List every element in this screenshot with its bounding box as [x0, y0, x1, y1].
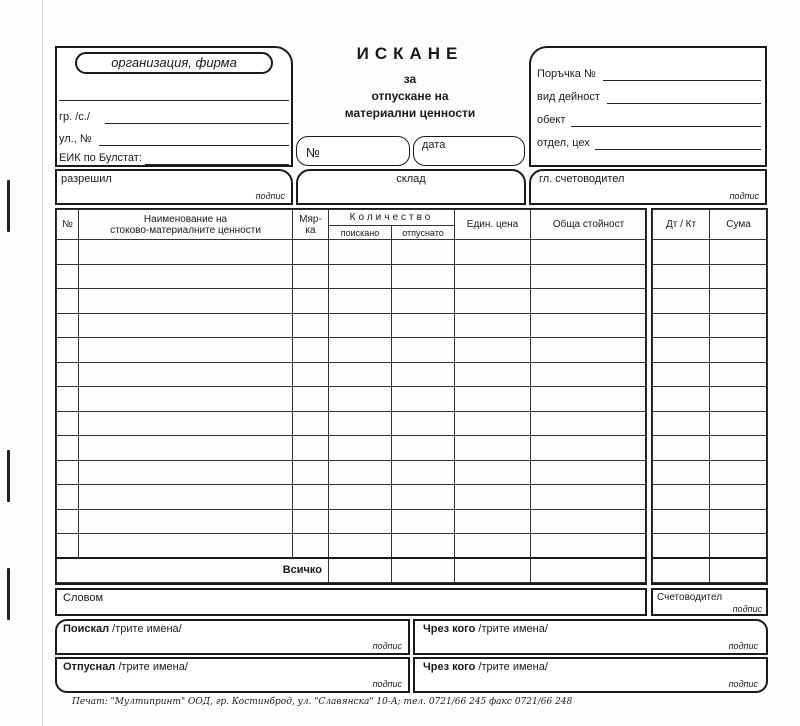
cell-requested[interactable]: [329, 338, 392, 363]
col-header-quantity: Количество: [329, 210, 455, 226]
order-label: Поръчка №: [537, 68, 596, 80]
cell-total[interactable]: [531, 264, 647, 289]
eik-field[interactable]: [145, 164, 289, 165]
activity-label: вид дейност: [537, 91, 600, 103]
issued-by-bold: Отпуснал: [63, 661, 116, 673]
printer-imprint: Печат: "Мултипринт" ООД, гр. Костинброд, ул. "Славянска" 10-А; тел. 0721/66 245 факс 0721/66 248: [72, 697, 573, 707]
cell-number[interactable]: [57, 338, 79, 363]
cell-number[interactable]: [57, 289, 79, 314]
cell-sum[interactable]: [710, 436, 768, 461]
binding-mark: [7, 180, 10, 232]
order-field[interactable]: [603, 80, 761, 81]
cell-name[interactable]: [79, 460, 293, 485]
total-sum-cell[interactable]: [710, 558, 768, 582]
cell-issued[interactable]: [392, 509, 455, 534]
cell-sum[interactable]: [710, 387, 768, 412]
cell-dtkt[interactable]: [653, 240, 710, 265]
requested-by-signature-label: подпис: [372, 641, 402, 651]
accounting-row: [653, 460, 768, 485]
cell-unit-price[interactable]: [455, 240, 531, 265]
issued-by-signature-label: подпис: [372, 679, 402, 689]
col-header-unit-price: Един. цена: [455, 210, 531, 240]
accounting-row: [653, 485, 768, 510]
requested-by-label: [63, 623, 182, 635]
total-value-cell[interactable]: [531, 558, 647, 582]
street-field[interactable]: [99, 145, 289, 146]
total-issued-cell[interactable]: [392, 558, 455, 582]
via-2-label: [423, 661, 548, 673]
cell-requested[interactable]: [329, 534, 392, 559]
cell-sum[interactable]: [710, 509, 768, 534]
cell-dtkt[interactable]: [653, 485, 710, 510]
cell-number[interactable]: [57, 411, 79, 436]
order-box: [529, 46, 767, 167]
cell-unit[interactable]: [293, 387, 329, 412]
cell-name[interactable]: [79, 509, 293, 534]
cell-requested[interactable]: [329, 313, 392, 338]
table-row: [57, 362, 647, 387]
cell-requested[interactable]: [329, 362, 392, 387]
table-row: [57, 387, 647, 412]
cell-unit-price[interactable]: [455, 485, 531, 510]
table-row: [57, 460, 647, 485]
number-label: №: [306, 145, 320, 160]
cell-number[interactable]: [57, 387, 79, 412]
in-words-label: Словом: [63, 592, 104, 604]
via-2-bold: Чрез кого: [423, 661, 476, 673]
cell-name[interactable]: [79, 411, 293, 436]
cell-name[interactable]: [79, 264, 293, 289]
cell-requested[interactable]: [329, 387, 392, 412]
cell-dtkt[interactable]: [653, 338, 710, 363]
cell-dtkt[interactable]: [653, 460, 710, 485]
total-dtkt-cell[interactable]: [653, 558, 710, 582]
cell-sum[interactable]: [710, 485, 768, 510]
cell-name[interactable]: [79, 338, 293, 363]
cell-unit[interactable]: [293, 460, 329, 485]
cell-issued[interactable]: [392, 485, 455, 510]
cell-unit-price[interactable]: [455, 436, 531, 461]
in-words-field[interactable]: [55, 588, 647, 616]
cell-total[interactable]: [531, 240, 647, 265]
cell-requested[interactable]: [329, 436, 392, 461]
cell-unit[interactable]: [293, 289, 329, 314]
issued-by-rest: /трите имена/: [115, 661, 188, 673]
cell-unit-price[interactable]: [455, 313, 531, 338]
object-field[interactable]: [571, 126, 761, 127]
cell-unit-price[interactable]: [455, 387, 531, 412]
via-2-box[interactable]: [413, 657, 768, 693]
accounting-row: [653, 436, 768, 461]
via-1-bold: Чрез кого: [423, 623, 476, 635]
cell-name[interactable]: [79, 534, 293, 559]
cell-name[interactable]: [79, 313, 293, 338]
cell-dtkt[interactable]: [653, 362, 710, 387]
cell-total[interactable]: [531, 460, 647, 485]
accounting-row: [653, 534, 768, 559]
via-1-label: [423, 623, 548, 635]
requested-by-bold: Поискал: [63, 623, 110, 635]
cell-requested[interactable]: [329, 485, 392, 510]
cell-number[interactable]: [57, 534, 79, 559]
total-label-cell: [57, 558, 329, 582]
cell-requested[interactable]: [329, 240, 392, 265]
issued-by-box[interactable]: [55, 657, 410, 693]
accounting-row: [653, 509, 768, 534]
table-row: [57, 289, 647, 314]
department-label: отдел, цех: [537, 137, 590, 149]
cell-requested[interactable]: [329, 289, 392, 314]
table-row: [57, 240, 647, 265]
cell-name[interactable]: [79, 436, 293, 461]
cell-total[interactable]: [531, 362, 647, 387]
cell-number[interactable]: [57, 264, 79, 289]
cell-dtkt[interactable]: [653, 264, 710, 289]
cell-number[interactable]: [57, 485, 79, 510]
cell-issued[interactable]: [392, 436, 455, 461]
col-header-name: [79, 210, 293, 240]
col-header-requested: поискано: [329, 226, 392, 240]
organization-box: [55, 46, 293, 167]
cell-number[interactable]: [57, 460, 79, 485]
street-label: ул., №: [59, 133, 92, 145]
warehouse-box[interactable]: [296, 169, 526, 205]
cell-unit[interactable]: [293, 485, 329, 510]
cell-issued[interactable]: [392, 534, 455, 559]
cell-unit-price[interactable]: [455, 338, 531, 363]
cell-unit[interactable]: [293, 534, 329, 559]
cell-issued[interactable]: [392, 313, 455, 338]
cell-number[interactable]: [57, 240, 79, 265]
cell-unit-price[interactable]: [455, 460, 531, 485]
cell-number[interactable]: [57, 436, 79, 461]
accounting-row: [653, 387, 768, 412]
cell-unit-price[interactable]: [455, 411, 531, 436]
cell-issued[interactable]: [392, 460, 455, 485]
cell-dtkt[interactable]: [653, 509, 710, 534]
date-field[interactable]: [413, 136, 525, 166]
organization-label: организация, фирма: [111, 55, 237, 70]
cell-sum[interactable]: [710, 460, 768, 485]
col-header-number: №: [57, 210, 79, 240]
cell-dtkt[interactable]: [653, 534, 710, 559]
page-fold-line: [42, 0, 43, 726]
cell-sum[interactable]: [710, 362, 768, 387]
cell-sum[interactable]: [710, 313, 768, 338]
cell-requested[interactable]: [329, 460, 392, 485]
cell-dtkt[interactable]: [653, 411, 710, 436]
cell-name[interactable]: [79, 240, 293, 265]
cell-number[interactable]: [57, 509, 79, 534]
approved-by-signature-label: подпис: [255, 191, 285, 201]
cell-unit[interactable]: [293, 240, 329, 265]
warehouse-label: склад: [396, 173, 426, 185]
col-header-total: Обща стойност: [531, 210, 647, 240]
document-subtitle-2: отпускане на: [371, 89, 449, 103]
cell-sum[interactable]: [710, 534, 768, 559]
table-row: [57, 485, 647, 510]
cell-unit[interactable]: [293, 509, 329, 534]
cell-issued[interactable]: [392, 338, 455, 363]
approved-by-box[interactable]: [55, 169, 293, 205]
cell-number[interactable]: [57, 362, 79, 387]
activity-field[interactable]: [607, 103, 761, 104]
total-requested-cell[interactable]: [329, 558, 392, 582]
col-header-name-line2: стоково-материалните ценности: [110, 224, 261, 236]
cell-unit[interactable]: [293, 436, 329, 461]
accounting-row: [653, 240, 768, 265]
cell-dtkt[interactable]: [653, 289, 710, 314]
cell-unit[interactable]: [293, 411, 329, 436]
table-row: [57, 436, 647, 461]
date-label: дата: [422, 139, 446, 151]
col-header-issued: отпуснато: [392, 226, 455, 240]
cell-unit-price[interactable]: [455, 264, 531, 289]
organization-pill: [75, 52, 273, 74]
table-row: [57, 338, 647, 363]
cell-name[interactable]: [79, 289, 293, 314]
binding-mark: [7, 450, 10, 502]
eik-label: ЕИК по Булстат:: [59, 152, 142, 164]
document-title: ИСКАНЕ: [356, 44, 464, 63]
cell-total[interactable]: [531, 436, 647, 461]
cell-issued[interactable]: [392, 264, 455, 289]
cell-name[interactable]: [79, 387, 293, 412]
via-1-rest: /трите имена/: [475, 623, 548, 635]
cell-total[interactable]: [531, 387, 647, 412]
cell-name[interactable]: [79, 485, 293, 510]
accounting-row: [653, 313, 768, 338]
issued-by-label: [63, 661, 188, 673]
cell-dtkt[interactable]: [653, 387, 710, 412]
chief-accountant-signature-label: подпис: [729, 191, 759, 201]
via-2-signature-label: подпис: [728, 679, 758, 689]
cell-unit-price[interactable]: [455, 362, 531, 387]
col-header-unit: [293, 210, 329, 240]
cell-dtkt[interactable]: [653, 436, 710, 461]
cell-unit-price[interactable]: [455, 509, 531, 534]
accounting-row: [653, 264, 768, 289]
accounting-table: [652, 209, 768, 583]
cell-total[interactable]: [531, 338, 647, 363]
cell-sum[interactable]: [710, 264, 768, 289]
cell-dtkt[interactable]: [653, 313, 710, 338]
department-field[interactable]: [595, 149, 761, 150]
cell-issued[interactable]: [392, 289, 455, 314]
col-header-unit-line1: Мяр-: [299, 213, 322, 225]
table-row: [57, 313, 647, 338]
table-row: [57, 509, 647, 534]
total-label: Всичко: [282, 564, 322, 577]
document-subtitle-1: за: [403, 72, 417, 86]
cell-total[interactable]: [531, 485, 647, 510]
col-header-name-line1: Наименование на: [143, 213, 228, 225]
binding-mark: [7, 568, 10, 620]
accounting-row: [653, 338, 768, 363]
col-header-sum: Сума: [710, 210, 768, 240]
object-label: обект: [537, 114, 566, 126]
chief-accountant-label: гл. счетоводител: [539, 173, 625, 185]
via-2-rest: /трите имена/: [475, 661, 548, 673]
organization-name-line[interactable]: [59, 100, 289, 101]
cell-requested[interactable]: [329, 509, 392, 534]
cell-sum[interactable]: [710, 240, 768, 265]
cell-unit-price[interactable]: [455, 534, 531, 559]
accountant-box[interactable]: [651, 588, 768, 616]
cell-total[interactable]: [531, 534, 647, 559]
cell-number[interactable]: [57, 313, 79, 338]
cell-sum[interactable]: [710, 338, 768, 363]
table-row: [57, 534, 647, 559]
document-number-field[interactable]: [296, 136, 410, 166]
col-header-unit-line2: ка: [305, 224, 316, 236]
accountant-label: Счетоводител: [657, 592, 723, 603]
cell-issued[interactable]: [392, 387, 455, 412]
requested-by-box[interactable]: [55, 619, 410, 655]
cell-sum[interactable]: [710, 289, 768, 314]
requested-by-rest: /трите имена/: [109, 623, 182, 635]
cell-unit[interactable]: [293, 313, 329, 338]
accounting-row: [653, 362, 768, 387]
cell-total[interactable]: [531, 411, 647, 436]
table-row: [57, 264, 647, 289]
cell-unit[interactable]: [293, 362, 329, 387]
accountant-signature-label: подпис: [732, 604, 762, 614]
cell-unit[interactable]: [293, 338, 329, 363]
city-label: гр. /с./: [59, 111, 90, 123]
cell-requested[interactable]: [329, 264, 392, 289]
accounting-row: [653, 289, 768, 314]
chief-accountant-box[interactable]: [529, 169, 767, 205]
materials-table: [56, 209, 647, 583]
cell-total[interactable]: [531, 313, 647, 338]
cell-total[interactable]: [531, 289, 647, 314]
via-1-signature-label: подпис: [728, 641, 758, 651]
cell-total[interactable]: [531, 509, 647, 534]
cell-issued[interactable]: [392, 240, 455, 265]
accounting-row: [653, 411, 768, 436]
approved-by-label: разрешил: [61, 173, 112, 185]
via-1-box[interactable]: [413, 619, 768, 655]
total-unit-price-cell[interactable]: [455, 558, 531, 582]
table-row: [57, 411, 647, 436]
cell-requested[interactable]: [329, 411, 392, 436]
cell-unit-price[interactable]: [455, 289, 531, 314]
city-field[interactable]: [105, 123, 289, 124]
cell-issued[interactable]: [392, 362, 455, 387]
cell-sum[interactable]: [710, 411, 768, 436]
cell-name[interactable]: [79, 362, 293, 387]
document-subtitle-3: материални ценности: [344, 106, 476, 120]
cell-unit[interactable]: [293, 264, 329, 289]
col-header-dtkt: Дт / Кт: [653, 210, 710, 240]
cell-issued[interactable]: [392, 411, 455, 436]
